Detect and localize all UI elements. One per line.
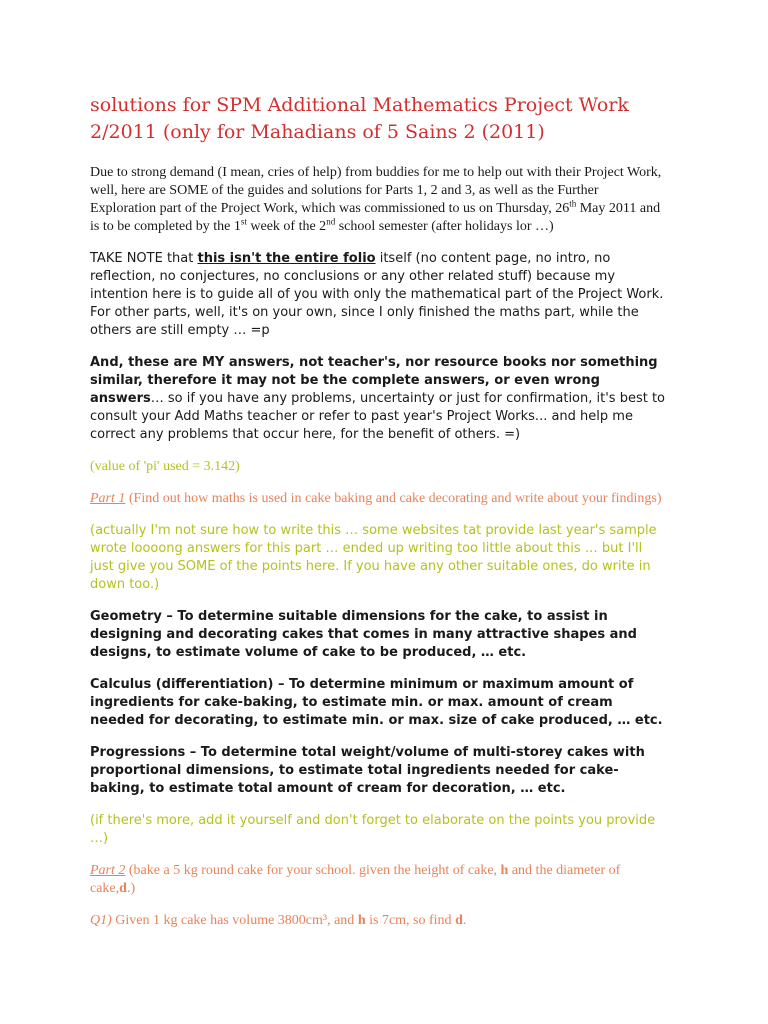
intro-sup-st: st bbox=[240, 216, 247, 227]
pi-note: (value of 'pi' used = 3.142) bbox=[90, 459, 240, 474]
part2-text: (bake a 5 kg round cake for your school. given the height of cake, bbox=[125, 863, 501, 878]
page-title: solutions for SPM Additional Mathematics Project Work 2/2011 (only for Mahadians of 5 Sains 2 (2011) bbox=[90, 94, 629, 143]
part2-heading bbox=[90, 862, 668, 898]
part1-text: (Find out how maths is used in cake baking and cake decorating and write about your findings) bbox=[125, 491, 662, 506]
note-emphasis: this isn't the entire folio bbox=[197, 251, 376, 266]
point-geometry: Geometry – To determine suitable dimensions for the cake, to assist in designing and decorating cakes that comes in many attractive shapes and designs, to estimate volume of cake to be produced, … etc. bbox=[90, 609, 637, 660]
note-paragraph bbox=[90, 250, 668, 340]
part2-text: .) bbox=[126, 881, 136, 896]
part2-label: Part 2 bbox=[90, 863, 126, 878]
intro-paragraph bbox=[90, 164, 668, 236]
intro-text: May 2011 and is to be completed by the 1 bbox=[90, 201, 661, 234]
part2-h: h bbox=[500, 863, 509, 878]
note-text: TAKE NOTE that bbox=[90, 251, 198, 266]
q1-d: d bbox=[455, 913, 463, 928]
q1-h: h bbox=[357, 913, 366, 928]
intro-text: Due to strong demand (I mean, cries of help) from buddies for me to help out with their Project Work, well, here are SOME of the guides and solutions for Parts 1, 2 and 3, as well as the Further Exploration part of the Project Work, which was commissioned to us on Thursday, 26 bbox=[90, 165, 662, 216]
disclaimer-text: … so if you have any problems, uncertainty or just for confirmation, it's best to consult your Add Maths teacher or refer to past year's Project Works... and help me correct any problems that occur here, for the benefit of others. =) bbox=[90, 391, 665, 442]
part2-d: d bbox=[119, 881, 127, 896]
q1-label: Q1) bbox=[90, 913, 112, 928]
part1-label: Part 1 bbox=[90, 491, 126, 506]
more-note: (if there's more, add it yourself and don't forget to elaborate on the points you provide …) bbox=[90, 813, 656, 846]
part2-text: and the diameter of cake, bbox=[90, 863, 621, 896]
disclaimer-paragraph bbox=[90, 354, 668, 444]
note-text: itself (no content page, no intro, no reflection, no conjectures, no conclusions or any other related stuff) because my intention here is to guide all of you with only the mathematical part of the Project Work. For other parts, well, it's on your own, since I only finished the maths part, while the others are still empty … =p bbox=[90, 251, 664, 338]
intro-text: week of the 2 bbox=[246, 219, 327, 234]
part1-heading bbox=[90, 490, 668, 508]
q1-text: . bbox=[462, 913, 467, 928]
intro-text: school semester (after holidays lor …) bbox=[335, 219, 554, 234]
intro-sup-nd: nd bbox=[326, 216, 336, 227]
q1-line bbox=[90, 912, 668, 930]
point-calculus: Calculus (differentiation) – To determine minimum or maximum amount of ingredients for cake-baking, to estimate min. or max. amount of cream needed for decorating, to estimate min. or max. size of cake produced, … etc. bbox=[90, 677, 663, 728]
q1-text: is 7cm, so find bbox=[365, 913, 456, 928]
q1-text: Given 1 kg cake has volume 3800cm³, and bbox=[111, 913, 358, 928]
intro-sup-th: th bbox=[569, 198, 577, 209]
part1-comment: (actually I'm not sure how to write this … some websites tat provide last year's sample wrote loooong answers for this part … ended up writing too little about this … but I'll just give you SOME of the points here. If you have any other suitable ones, do write in down too.) bbox=[90, 523, 657, 592]
disclaimer-bold: And, these are MY answers, not teacher's, nor resource books nor something similar, therefore it may not be the complete answers, or even wrong answers bbox=[90, 355, 658, 406]
point-progressions: Progressions – To determine total weight/volume of multi-storey cakes with proportional dimensions, to estimate total ingredients needed for cake-baking, to estimate total amount of cream for decoration, … etc. bbox=[90, 745, 645, 796]
